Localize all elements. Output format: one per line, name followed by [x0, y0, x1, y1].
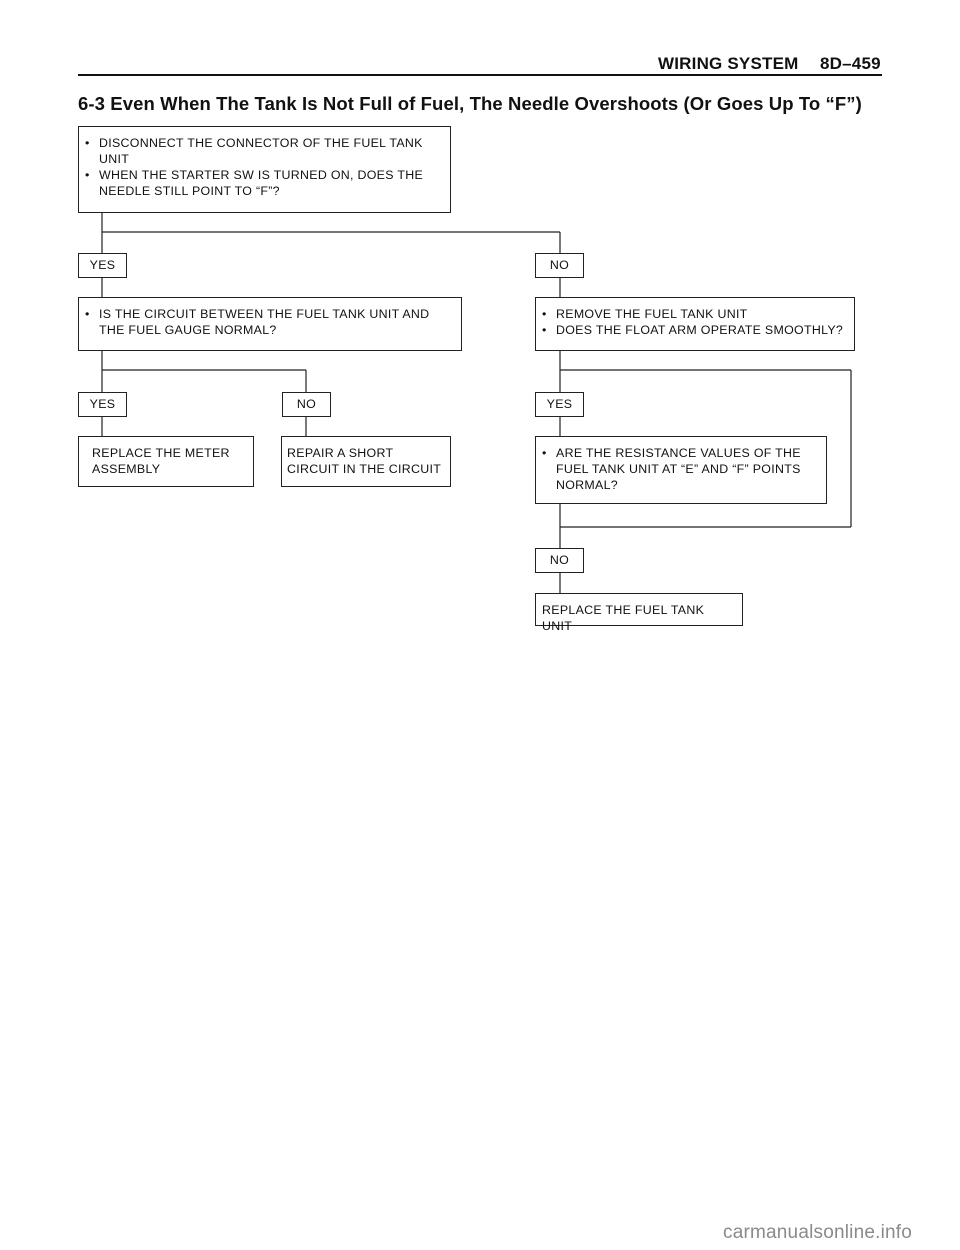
- float-check-list: [536, 306, 848, 338]
- resistance-check-box: [535, 436, 827, 504]
- repair-short-text: REPAIR A SHORT CIRCUIT IN THE CIRCUIT: [287, 446, 442, 476]
- yes-branch-3: YES: [535, 392, 584, 417]
- header-rule: [78, 74, 882, 76]
- float-check-item-1: • REMOVE THE FUEL TANK UNIT: [536, 306, 848, 322]
- header-section-title: WIRING SYSTEM: [658, 54, 799, 73]
- replace-tank-unit-text: REPLACE THE FUEL TANK UNIT: [542, 603, 705, 633]
- resistance-check-list: [536, 445, 820, 493]
- no-branch-3: NO: [535, 548, 584, 573]
- repair-short-box: [281, 436, 451, 487]
- circuit-check-item-1: • IS THE CIRCUIT BETWEEN THE FUEL TANK UNIT AND THE FUEL GAUGE NORMAL?: [79, 306, 455, 338]
- resistance-check-item-1: • ARE THE RESISTANCE VALUES OF THE FUEL TANK UNIT AT “E” AND “F” POINTS NORMAL?: [536, 445, 820, 493]
- start-step-list: [79, 135, 444, 199]
- circuit-check-box: [78, 297, 462, 351]
- start-step-item-2: • WHEN THE STARTER SW IS TURNED ON, DOES THE NEEDLE STILL POINT TO “F”?: [79, 167, 444, 199]
- start-step-item-1: • DISCONNECT THE CONNECTOR OF THE FUEL TANK UNIT: [79, 135, 444, 167]
- no-branch-2: NO: [282, 392, 331, 417]
- replace-meter-text: REPLACE THE METER ASSEMBLY: [92, 446, 230, 476]
- replace-tank-unit-box: [535, 593, 743, 633]
- footer-watermark: carmanualsonline.info: [723, 1222, 913, 1243]
- float-check-box: [535, 297, 855, 351]
- start-step-box: [78, 126, 451, 213]
- float-check-item-2: • DOES THE FLOAT ARM OPERATE SMOOTHLY?: [536, 322, 848, 338]
- yes-branch-2: YES: [78, 392, 127, 417]
- page-title: 6-3 Even When The Tank Is Not Full of Fuel, The Needle Overshoots (Or Goes Up To “F”): [78, 93, 862, 114]
- no-branch-1: NO: [535, 253, 584, 278]
- circuit-check-list: [79, 306, 455, 338]
- yes-branch-1: YES: [78, 253, 127, 278]
- header-page-number: 8D–459: [820, 54, 881, 73]
- replace-meter-box: [78, 436, 254, 487]
